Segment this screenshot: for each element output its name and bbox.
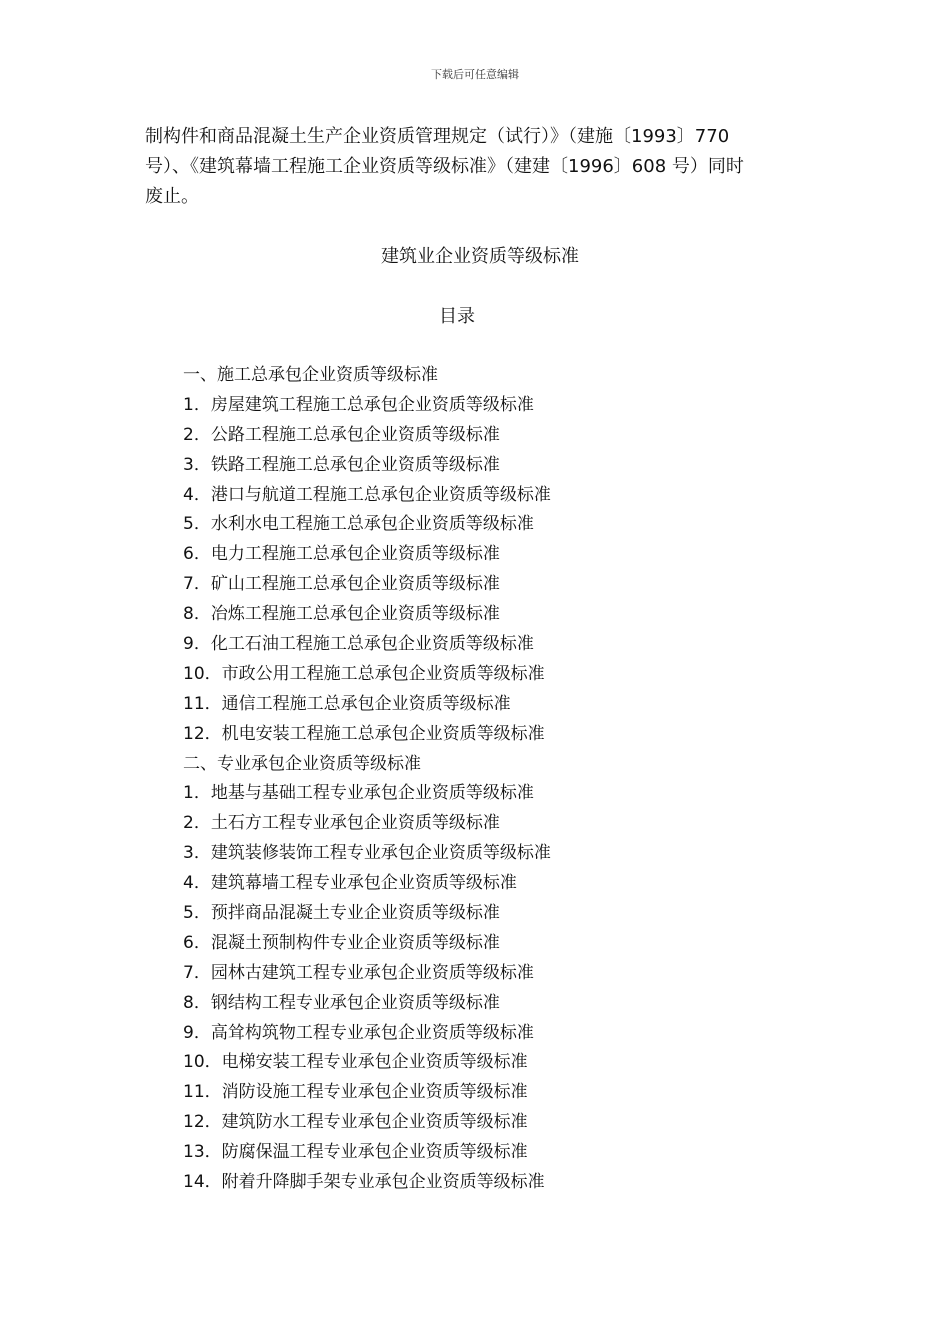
toc-entry-text: 高耸构筑物工程专业承包企业资质等级标准 — [210, 1022, 534, 1043]
toc-entry-text: 市政公用工程施工总承包企业资质等级标准 — [221, 663, 545, 684]
toc-entry-number: 7． — [183, 962, 211, 983]
toc-entry-number: 10． — [183, 663, 222, 684]
toc-entry — [183, 899, 551, 929]
toc-entry — [183, 779, 551, 809]
toc-entry-text: 钢结构工程专业承包企业资质等级标准 — [210, 992, 500, 1013]
toc-entry — [183, 540, 551, 570]
toc-entry-number: 6． — [183, 544, 211, 565]
toc-entry-text: 铁路工程施工总承包企业资质等级标准 — [210, 454, 500, 475]
toc-entry-number: 11． — [183, 693, 222, 714]
intro-paragraph — [145, 122, 815, 212]
toc-entry — [183, 989, 551, 1019]
toc-entry-text: 防腐保温工程专业承包企业资质等级标准 — [221, 1142, 528, 1163]
toc-entry-text: 专业承包企业资质等级标准 — [217, 753, 421, 774]
intro-line: 号）、《建筑幕墙工程施工企业资质等级标准》（建建〔1996〕608 号）同时 — [145, 156, 744, 177]
toc-entry-number: 11． — [183, 1082, 222, 1103]
toc-entry-text: 施工总承包企业资质等级标准 — [217, 365, 438, 385]
toc-entry-number: 4． — [183, 873, 211, 894]
toc-entry-text: 土石方工程专业承包企业资质等级标准 — [210, 813, 500, 834]
toc-entry — [183, 1108, 551, 1138]
toc-entry — [183, 690, 551, 720]
document-title: 建筑业企业资质等级标准 — [381, 246, 579, 267]
toc-entry-number: 10． — [183, 1052, 222, 1073]
toc-entry-number: 6． — [183, 932, 211, 953]
toc-entry-number: 7． — [183, 574, 211, 595]
toc-entry-text: 地基与基础工程专业承包企业资质等级标准 — [210, 783, 534, 804]
toc-entry-text: 化工石油工程施工总承包企业资质等级标准 — [210, 634, 534, 655]
toc-entry — [183, 1019, 551, 1049]
toc-entry-number: 2． — [183, 424, 211, 445]
toc-entry — [183, 929, 551, 959]
toc-entry — [183, 869, 551, 899]
toc-entry-number: 1． — [183, 394, 211, 415]
toc-entry — [183, 809, 551, 839]
intro-line: 废止。 — [145, 186, 199, 207]
toc-entry — [183, 1168, 551, 1198]
toc-entry-number: 3． — [183, 454, 211, 475]
toc-entry — [183, 839, 551, 869]
toc-entry-text: 电梯安装工程专业承包企业资质等级标准 — [221, 1052, 528, 1073]
toc-entry-text: 园林古建筑工程专业承包企业资质等级标准 — [210, 962, 534, 983]
toc-entry-number: 8． — [183, 992, 211, 1013]
toc-entry — [183, 451, 551, 481]
toc-entry-number: 1． — [183, 783, 211, 804]
toc-entry-number: 9． — [183, 634, 211, 655]
toc-entry-text: 附着升降脚手架专业承包企业资质等级标准 — [221, 1172, 545, 1193]
toc-entry-text: 建筑幕墙工程专业承包企业资质等级标准 — [210, 873, 517, 894]
toc-entry-number: 5． — [183, 903, 211, 924]
toc-entry-text: 矿山工程施工总承包企业资质等级标准 — [210, 574, 500, 595]
toc-entry-number: 12． — [183, 1112, 222, 1133]
toc-entry-text: 电力工程施工总承包企业资质等级标准 — [210, 544, 500, 565]
toc-entry — [183, 720, 551, 750]
table-of-contents — [183, 361, 551, 1198]
toc-entry — [183, 1078, 551, 1108]
toc-entry — [183, 481, 551, 511]
toc-entry-number: 5． — [183, 514, 211, 535]
toc-entry-text: 混凝土预制构件专业企业资质等级标准 — [210, 932, 500, 953]
toc-entry-number: 二、 — [183, 753, 217, 774]
toc-entry-text: 冶炼工程施工总承包企业资质等级标准 — [210, 604, 500, 625]
toc-entry — [183, 510, 551, 540]
toc-entry-number: 14． — [183, 1172, 222, 1193]
toc-entry-text: 港口与航道工程施工总承包企业资质等级标准 — [210, 484, 551, 505]
toc-entry-number: 4． — [183, 484, 211, 505]
toc-entry-text: 通信工程施工总承包企业资质等级标准 — [221, 693, 511, 714]
toc-entry-number: 9． — [183, 1022, 211, 1043]
toc-entry — [183, 959, 551, 989]
toc-entry — [183, 570, 551, 600]
toc-entry-text: 房屋建筑工程施工总承包企业资质等级标准 — [210, 394, 534, 415]
toc-entry-text: 水利水电工程施工总承包企业资质等级标准 — [210, 514, 534, 535]
toc-entry-number: 8． — [183, 604, 211, 625]
toc-entry — [183, 660, 551, 690]
page-header: 下载后可任意编辑 — [431, 68, 519, 81]
intro-line: 制构件和商品混凝土生产企业资质管理规定（试行）》（建施〔1993〕770 — [145, 126, 730, 147]
toc-entry — [183, 391, 551, 421]
toc-entry-text: 建筑防水工程专业承包企业资质等级标准 — [221, 1112, 528, 1133]
toc-entry — [183, 750, 551, 780]
toc-entry-text: 建筑装修装饰工程专业承包企业资质等级标准 — [210, 843, 551, 864]
toc-entry-text: 公路工程施工总承包企业资质等级标准 — [210, 424, 500, 445]
toc-entry-number: 一、 — [183, 365, 217, 385]
toc-entry-text: 消防设施工程专业承包企业资质等级标准 — [221, 1082, 528, 1103]
toc-entry — [183, 1048, 551, 1078]
toc-entry-number: 12． — [183, 723, 222, 744]
toc-entry — [183, 630, 551, 660]
toc-entry — [183, 600, 551, 630]
toc-entry — [183, 421, 551, 451]
toc-entry-number: 2． — [183, 813, 211, 834]
toc-entry-number: 13． — [183, 1142, 222, 1163]
toc-entry-number: 3． — [183, 843, 211, 864]
toc-heading: 目录 — [439, 306, 475, 327]
toc-entry — [183, 1138, 551, 1168]
toc-entry-text: 预拌商品混凝土专业企业资质等级标准 — [210, 903, 500, 924]
toc-entry-text: 机电安装工程施工总承包企业资质等级标准 — [221, 723, 545, 744]
toc-entry — [183, 361, 551, 391]
